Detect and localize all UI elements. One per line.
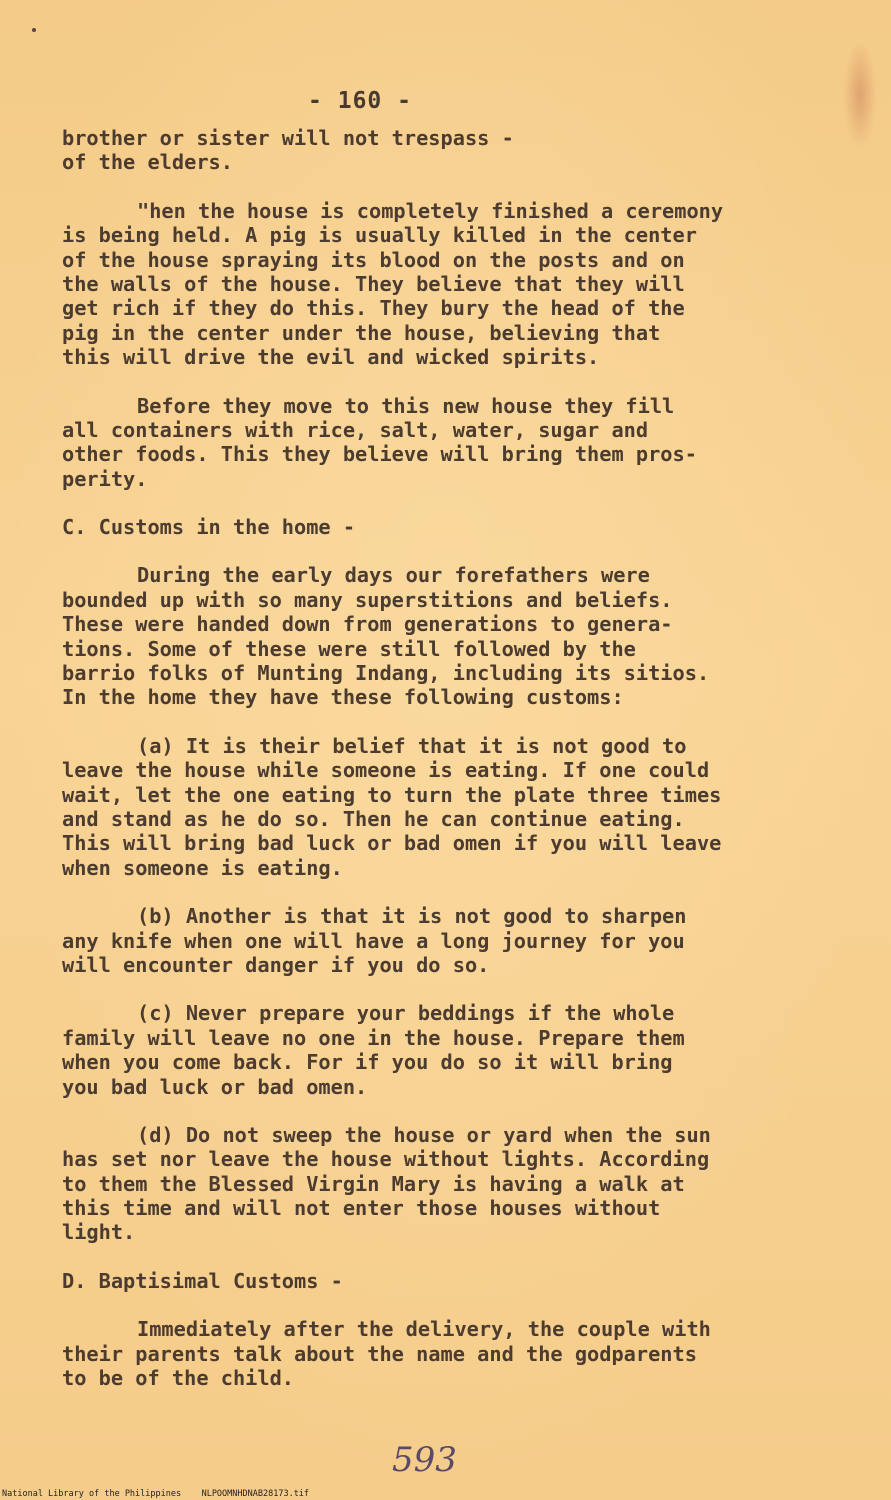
paragraph-gap [62,1099,852,1123]
text-line: the walls of the house. They believe that they will [62,271,685,296]
text-line: is being held. A pig is usually killed in the center [62,223,697,248]
text-line: of the elders. [62,150,233,175]
text-line: to be of the child. [62,1366,294,1391]
paragraph-gap [62,175,852,199]
text-line: this time and will not enter those houses without [62,1196,661,1221]
text-line: this will drive the evil and wicked spirits. [62,345,600,370]
paragraph-gap [62,491,852,515]
ink-speck [32,28,36,32]
text-line: and stand as he do so. Then he can continue eating. [62,806,685,831]
text-line: you bad luck or bad omen. [62,1074,368,1099]
text-line: D. Baptisimal Customs - [62,1268,343,1293]
text-line: get rich if they do this. They bury the head of the [62,296,685,321]
paragraph-gap [62,710,852,734]
text-line: (b) Another is that it is not good to sharpen [137,904,687,929]
text-line: In the home they have these following customs: [62,685,624,710]
paragraph-gap [62,370,852,394]
text-line: any knife when one will have a long journey for you [62,928,685,953]
text-line: leave the house while someone is eating. If one could [62,758,710,783]
text-line: (a) It is their belief that it is not good to [137,733,687,758]
text-line: C. Customs in the home - [62,515,356,540]
paragraph-gap [62,539,852,563]
text-line: bounded up with so many superstitions and beliefs. [62,587,673,612]
text-line: tions. Some of these were still followed by the [62,636,636,661]
text-line: other foods. This they believe will bring them pros- [62,442,697,467]
text-line: has set nor leave the house without lights. According [62,1147,710,1172]
text-line: when you come back. For if you do so it will bring [62,1050,673,1075]
text-line: all containers with rice, salt, water, sugar and [62,417,649,442]
page-number: - 160 - [308,88,412,114]
text-line: perity. [62,466,148,491]
text-line: (c) Never prepare your beddings if the whole [137,1001,675,1026]
paragraph-gap [62,1245,852,1269]
handwritten-page-stamp: 593 [392,1440,457,1480]
paragraph-gap [62,880,852,904]
text-line: when someone is eating. [62,855,343,880]
text-line: brother or sister will not trespass - [62,126,514,150]
text-line: pig in the center under the house, believing that [62,320,661,345]
text-line: Immediately after the delivery, the couple with [137,1317,711,1342]
text-line: their parents talk about the name and the godparents [62,1341,697,1366]
archive-footer: National Library of the Philippines NLPOOMNHDNAB28173.tif [2,1489,310,1499]
text-line: Before they move to this new house they fill [137,393,675,418]
text-line: "hen the house is completely finished a ceremony [137,198,724,223]
text-line: This will bring bad luck or bad omen if you will leave [62,831,722,856]
text-line: light. [62,1220,136,1245]
paragraph-gap [62,977,852,1001]
paragraph-gap [62,1293,852,1317]
text-line: (d) Do not sweep the house or yard when the sun [137,1122,711,1147]
text-line: wait, let the one eating to turn the plate three times [62,782,722,807]
text-line: of the house spraying its blood on the posts and on [62,247,685,272]
typed-text-body [62,126,852,1390]
text-line: During the early days our forefathers were [137,563,650,588]
text-line: to them the Blessed Virgin Mary is having a walk at [62,1171,685,1196]
text-line: will encounter danger if you do so. [62,952,490,977]
text-line: These were handed down from generations to genera- [62,612,673,637]
text-line: family will leave no one in the house. Prepare them [62,1025,685,1050]
text-line: barrio folks of Munting Indang, including its sitios. [62,661,710,686]
